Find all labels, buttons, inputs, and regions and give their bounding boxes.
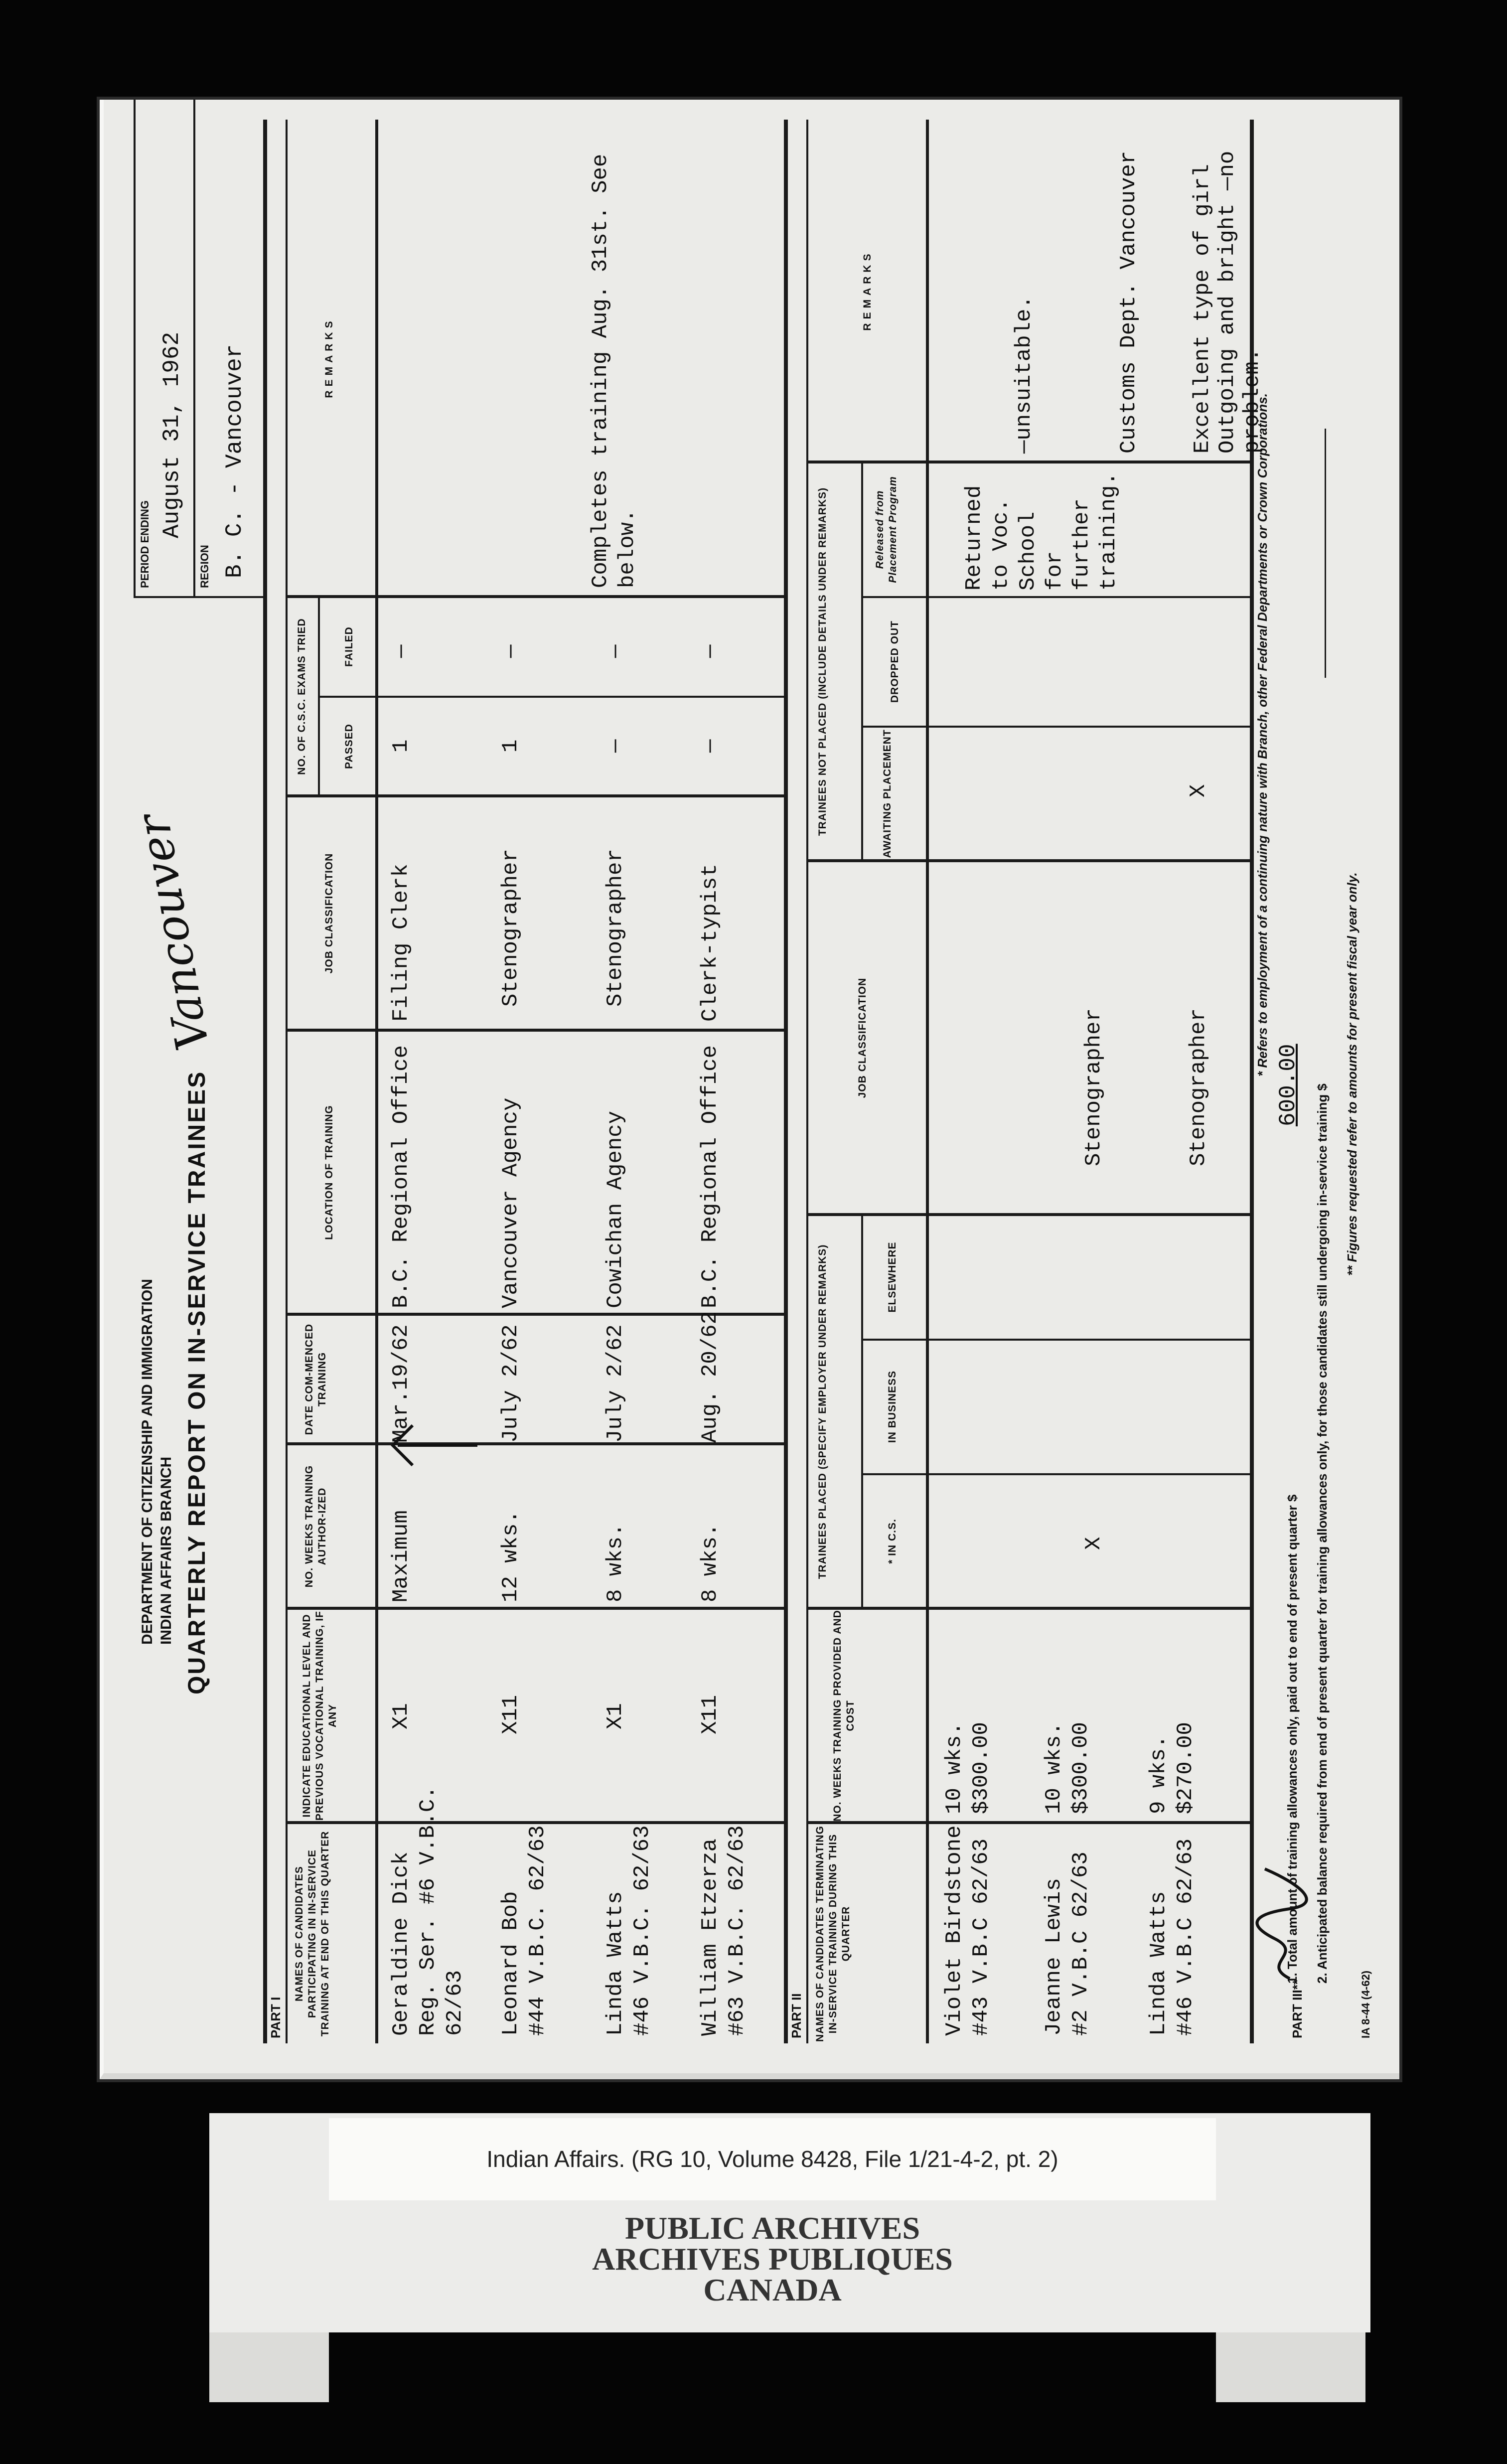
p1-col-names: NAMES OF CANDIDATES PARTICIPATING IN IN-SERVICE TRAINING AT END OF THIS QUARTER	[294, 1831, 331, 2037]
p1-col-remarks: REMARKS	[323, 317, 335, 398]
form-number: IA 8-44 (4-62)	[1359, 1970, 1372, 2038]
p1-row1-education: X1	[389, 1703, 414, 1729]
p2-row3-remarks: Excellent type of girl Outgoing and bright —no problem.	[1190, 151, 1265, 454]
p1-row2-location: Vancouver Agency	[498, 1097, 523, 1308]
p1-row4-failed: —	[698, 644, 723, 658]
p1-col-education: INDICATE EDUCATIONAL LEVEL AND PREVIOUS VOCATIONAL TRAINING, IF ANY	[301, 1611, 338, 1821]
p1-col-date: DATE COM-MENCED TRAINING	[303, 1323, 328, 1435]
footnote-1-value: 600.00	[1275, 1044, 1301, 1126]
p1-row2-number: #44 V.B.C. 62/63	[525, 1825, 550, 2036]
p1-col-passed: PASSED	[343, 724, 355, 769]
p1-row4-education: X11	[698, 1694, 723, 1734]
p1-col-location: LOCATION OF TRAINING	[323, 1105, 335, 1240]
stamp-line-2: ARCHIVES PUBLIQUES	[592, 2241, 953, 2277]
p2-row3-weeks: 9 wks.	[1146, 1735, 1171, 1814]
p1-row4-name: William Etzerza	[698, 1838, 723, 2036]
p2-row1-number: #43 V.B.C 62/63	[969, 1838, 994, 2036]
archive-stamp	[329, 2210, 1216, 2372]
part3-label: PART III**	[1290, 1980, 1305, 2038]
p2-row2-name: Jeanne Lewis	[1042, 1878, 1066, 2036]
p1-col-job: JOB CLASSIFICATION	[323, 853, 335, 974]
p1-row4-number: #63 V.B.C. 62/63	[725, 1825, 750, 2036]
p1-row3-date: July 2/62	[603, 1324, 628, 1443]
period-ending-value: August 31, 1962	[159, 331, 185, 538]
p1-row3-remarks: Completes training Aug. 31st. See below.	[588, 154, 640, 588]
p2-row1-cost: $300.00	[969, 1722, 994, 1814]
arrow-mark	[383, 1405, 482, 1475]
p1-row3-passed: —	[603, 739, 628, 753]
p1-row1-name: Geraldine Dick	[389, 1851, 414, 2036]
p2-row3-awaiting: X	[1186, 784, 1211, 797]
p2-row1-remarks: —unsuitable.	[1012, 296, 1037, 454]
p1-row1-weeks: Maximum	[389, 1510, 414, 1602]
p1-row2-job: Stenographer	[498, 849, 523, 1007]
p2-row2-weeks: 10 wks.	[1042, 1722, 1066, 1814]
p2-col-remarks: REMARKS	[862, 250, 873, 331]
p1-row1-passed: 1	[389, 739, 414, 753]
part1-label: PART I	[268, 1997, 283, 2038]
p2-col-awaiting: AWAITING PLACEMENT	[882, 729, 893, 858]
p1-row4-location: B.C. Regional Office	[698, 1045, 723, 1308]
p1-row4-job: Clerk-typist	[698, 864, 723, 1022]
p2-col-elsewhere: ELSEWHERE	[887, 1241, 898, 1313]
p1-row1-number: Reg. Ser. #6 V.B.C.	[416, 1786, 441, 2036]
p2-col-released: Released from Placement Program	[874, 476, 899, 583]
p1-row1-failed: —	[389, 644, 414, 658]
p2-row1-name: Violet Birdstone	[942, 1825, 967, 2036]
p2-row2-job: Stenographer	[1081, 1008, 1106, 1166]
p1-row1-location: B.C. Regional Office	[389, 1045, 414, 1308]
period-ending-label: PERIOD ENDING	[139, 500, 151, 588]
region-label: REGION	[198, 545, 211, 588]
footnote-asterisk: * Refers to employment of a continuing nature with Branch, other Federal Departments or Crown Corporations.	[1255, 393, 1270, 1077]
p2-row3-name: Linda Watts	[1146, 1891, 1171, 2036]
footnote-1-text: 1. Total amount of training allowances only, paid out to end of present quarter $	[1285, 1494, 1300, 1984]
p2-col-placed: TRAINEES PLACED (SPECIFY EMPLOYER UNDER REMARKS)	[817, 1244, 828, 1579]
signature	[1250, 1864, 1310, 1984]
p2-col-weeks-cost: NO. WEEKS TRAINING PROVIDED AND COST	[832, 1610, 856, 1822]
p1-col-weeks: NO. WEEKS TRAINING AUTHOR-IZED	[303, 1465, 328, 1588]
p1-row3-education: X1	[603, 1703, 628, 1729]
p1-row2-name: Leonard Bob	[498, 1891, 523, 2036]
p2-row1-released: Returned to Voc. School for further training.	[962, 472, 1121, 591]
p1-row2-education: X11	[498, 1694, 523, 1734]
p1-row4-passed: —	[698, 739, 723, 753]
p1-row3-number: #46 V.B.C. 62/63	[630, 1825, 655, 2036]
footnote-double-asterisk: ** Figures requested refer to amounts for present fiscal year only.	[1345, 872, 1359, 1276]
p1-row3-location: Cowichan Agency	[603, 1110, 628, 1308]
p1-col-failed: FAILED	[343, 626, 355, 667]
footnote-2-text: 2. Anticipated balance required from end of present quarter for training allowances only, for those candidates still undergoing in-service training $	[1315, 1083, 1330, 1984]
p2-row2-remarks: Customs Dept. Vancouver	[1116, 151, 1141, 454]
p2-row3-cost: $270.00	[1173, 1722, 1198, 1814]
p2-col-not-placed: TRAINEES NOT PLACED (INCLUDE DETAILS UNDER REMARKS)	[817, 487, 828, 836]
p1-row3-failed: —	[603, 644, 628, 658]
p1-row1-number2: 62/63	[443, 1970, 467, 2036]
archive-reference: Indian Affairs. (RG 10, Volume 8428, File 1/21-4-2, pt. 2)	[329, 2118, 1216, 2200]
p1-row1-job: Filing Clerk	[389, 864, 414, 1022]
p1-row3-job: Stenographer	[603, 849, 628, 1007]
p2-row3-number: #46 V.B.C 62/63	[1173, 1838, 1198, 2036]
p2-col-in-cs: * IN C.S.	[887, 1519, 898, 1564]
p2-col-names: NAMES OF CANDIDATES TERMINATING IN-SERVICE TRAINING DURING THIS QUARTER	[814, 1826, 852, 2042]
region-value: B. C. - Vancouver	[222, 344, 248, 578]
p1-row4-weeks: 8 wks.	[698, 1523, 723, 1602]
document-page	[100, 100, 1399, 2079]
stamp-line-3: CANADA	[703, 2272, 842, 2308]
p1-row2-weeks: 12 wks.	[498, 1510, 523, 1602]
p1-col-exams: NO. OF C.S.C. EXAMS TRIED	[296, 618, 307, 775]
branch-name: INDIAN AFFAIRS BRANCH	[158, 1456, 174, 1645]
p2-row3-job: Stenographer	[1186, 1008, 1211, 1166]
form-title: QUARTERLY REPORT ON IN-SERVICE TRAINEES	[184, 1070, 210, 1694]
p1-row2-date: July 2/62	[498, 1324, 523, 1443]
p2-row2-number: #2 V.B.C 62/63	[1068, 1851, 1093, 2036]
p2-row2-cost: $300.00	[1068, 1722, 1093, 1814]
p2-col-in-business: IN BUSINESS	[887, 1370, 898, 1443]
department-name: DEPARTMENT OF CITIZENSHIP AND IMMIGRATION	[139, 1279, 155, 1645]
part2-label: PART II	[789, 1993, 804, 2038]
p1-row3-weeks: 8 wks.	[603, 1523, 628, 1602]
p2-row1-weeks: 10 wks.	[942, 1722, 967, 1814]
p1-row3-name: Linda Watts	[603, 1891, 628, 2036]
p2-row2-in-cs: X	[1081, 1537, 1106, 1550]
p2-col-job: JOB CLASSIFICATION	[857, 977, 868, 1098]
p1-row2-passed: 1	[498, 739, 523, 753]
p2-col-dropped: DROPPED OUT	[889, 620, 901, 703]
p1-row2-failed: —	[498, 644, 523, 658]
p1-row4-date: Aug. 20/62	[698, 1311, 723, 1443]
handwritten-vancouver: Vancouver	[127, 810, 220, 1055]
rotated-form	[104, 100, 1399, 2073]
p1-row1-date: Mar.19/62	[389, 1324, 414, 1443]
stamp-line-1: PUBLIC ARCHIVES	[624, 2210, 920, 2246]
